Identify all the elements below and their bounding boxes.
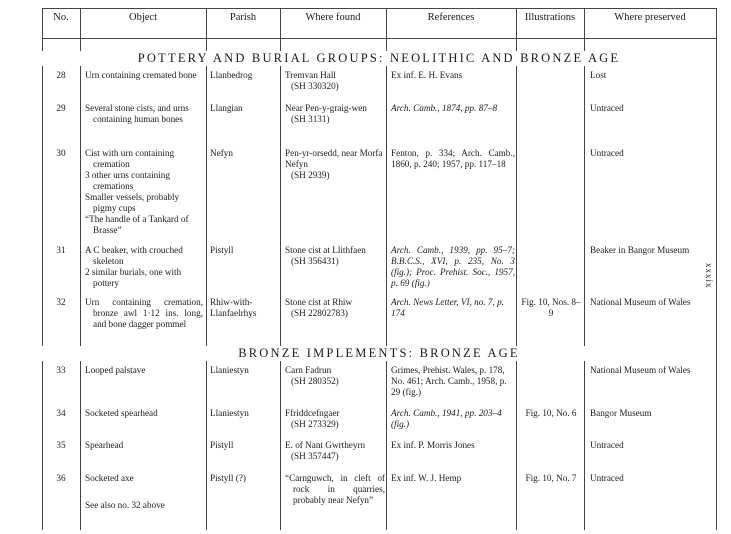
item-number: 34: [56, 408, 66, 418]
page-number: xxxix: [704, 263, 714, 289]
parish-cell: Nefyn: [210, 148, 233, 158]
header-parish: Parish: [229, 12, 257, 23]
header-object: Object: [129, 12, 157, 23]
object-cell: Urn containing cremation, bronze awl 1·12 ins. long, and bone dagger pommel: [85, 297, 203, 329]
header-no: No.: [53, 12, 69, 23]
column-rule: [42, 8, 43, 530]
parish-cell: Llangian: [210, 103, 243, 113]
references-cell: Arch. Camb., 1941, pp. 203–4 (fig.): [391, 408, 502, 429]
where-preserved-cell: Untraced: [590, 473, 624, 483]
object-cell: Socketed spearhead: [85, 408, 158, 418]
column-rule: [516, 8, 517, 530]
parish-cell: Llanbedrog: [210, 70, 253, 80]
column-rule: [386, 8, 387, 530]
parish-cell: Pistyll: [210, 245, 234, 255]
section-heading-pottery: POTTERY AND BURIAL GROUPS: NEOLITHIC AND BRONZE AGE: [42, 51, 716, 66]
where-found-cell: Ffriddcefngaer (SH 273329): [285, 408, 340, 429]
object-cell: Urn containing cremated bone: [85, 70, 197, 80]
where-found-cell: Near Pen-y-graig-wen (SH 3131): [285, 103, 367, 124]
where-preserved-cell: National Museum of Wales: [590, 365, 691, 375]
item-number: 32: [56, 297, 66, 307]
column-rule: [584, 8, 585, 530]
parish-cell: Llaniestyn: [210, 365, 249, 375]
item-number: 30: [56, 148, 66, 158]
illustrations-cell: Fig. 10, No. 7: [525, 473, 577, 483]
illustrations-cell: Fig. 10, Nos. 8–9: [521, 297, 581, 318]
where-found-cell: Stone cist at Llithfaen (SH 356431): [285, 245, 366, 266]
references-cell: Ex inf. W. J. Hemp: [391, 473, 462, 483]
table-top-rule: [42, 8, 716, 9]
object-cell: Socketed axe See also no. 32 above: [85, 473, 165, 510]
where-found-cell: Carn Fadrun (SH 280352): [285, 365, 339, 386]
illustrations-cell: Fig. 10, No. 6: [525, 408, 577, 418]
references-cell: Ex inf. P. Morris Jones: [391, 440, 475, 450]
header-illustrations: Illustrations: [524, 12, 576, 23]
column-rule: [206, 8, 207, 530]
object-cell: Looped palstave: [85, 365, 146, 375]
where-found-cell: Stone cist at Rhiw (SH 22802783): [285, 297, 353, 318]
object-cell: A C beaker, with crouched skeleton 2 similar burials, one with pottery: [85, 245, 183, 288]
column-rule: [80, 8, 81, 530]
references-cell: Arch. Camb., 1874, pp. 87–8: [391, 103, 498, 113]
header-where-preserved: Where preserved: [614, 12, 686, 23]
object-cell: Cist with urn containing cremation 3 other urns containing cremations Smaller vessels, probably pigmy cups “The handle of a Tankard of Brasse”: [85, 148, 189, 235]
parish-cell: Pistyll: [210, 440, 234, 450]
parish-cell: Rhiw-with-Llanfaelrhys: [210, 297, 257, 318]
references-cell: Fenton, p. 334; Arch. Camb., 1860, p. 240; 1957, pp. 117–18: [391, 148, 515, 169]
item-number: 29: [56, 103, 66, 113]
item-number: 35: [56, 440, 66, 450]
column-rule: [716, 8, 717, 530]
where-preserved-cell: Beaker in Bangor Museum: [590, 245, 690, 255]
where-preserved-cell: Bangor Museum: [590, 408, 652, 418]
header-references: References: [427, 12, 475, 23]
where-found-cell: “Carnguwch, in cleft of rock in quarries, probably near Nefyn”: [285, 473, 385, 505]
references-cell: Arch. News Letter, VI, no. 7, p. 174: [391, 297, 504, 318]
object-cell: Spearhead: [85, 440, 124, 450]
object-cell: Several stone cists, and urns containing human bones: [85, 103, 189, 124]
header-where-found: Where found: [305, 12, 361, 23]
where-found-cell: Tremvan Hall (SH 330320): [285, 70, 339, 91]
item-number: 36: [56, 473, 66, 483]
where-found-cell: E. of Nant Gwrtheyrn (SH 357447): [285, 440, 366, 461]
parish-cell: Llaniestyn: [210, 408, 249, 418]
item-number: 28: [56, 70, 66, 80]
item-number: 33: [56, 365, 66, 375]
where-preserved-cell: National Museum of Wales: [590, 297, 691, 307]
references-cell: Ex inf. E. H. Evans: [391, 70, 463, 80]
references-cell: Grimes, Prehist. Wales, p. 178, No. 461; Arch. Camb., 1958, p. 29 (fig.): [391, 365, 507, 397]
section-heading-bronze: BRONZE IMPLEMENTS: BRONZE AGE: [42, 346, 716, 361]
header-rule: [42, 38, 716, 39]
where-preserved-cell: Untraced: [590, 440, 624, 450]
where-preserved-cell: Lost: [590, 70, 607, 80]
where-preserved-cell: Untraced: [590, 103, 624, 113]
column-rule: [280, 8, 281, 530]
where-found-cell: Pen-yr-orsedd, near Morfa Nefyn (SH 2939): [285, 148, 383, 180]
parish-cell: Pistyll (?): [210, 473, 246, 483]
item-number: 31: [56, 245, 66, 255]
references-cell: Arch. Camb., 1939, pp. 95–7; B.B.C.S., XVI, p. 235, No. 3 (fig.); Proc. Prehist. Soc., 1957, p. 69 (fig.): [391, 245, 515, 288]
where-preserved-cell: Untraced: [590, 148, 624, 158]
